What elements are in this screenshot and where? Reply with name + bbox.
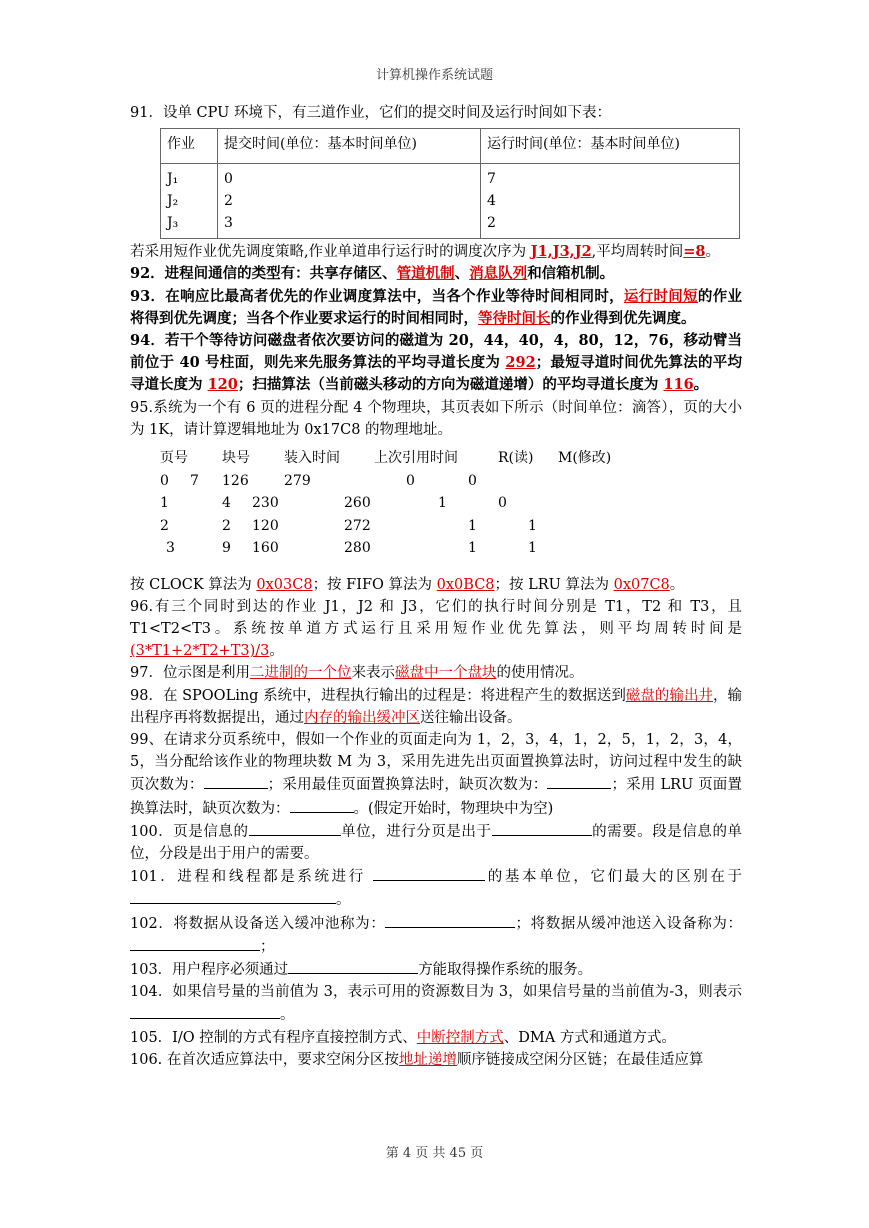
q95-cell: 2 [160,517,169,534]
q92-pre: 92．进程间通信的类型有：共享存储区、 [130,265,397,283]
q99-mid-1: ；采用最佳页面置换算法时，缺页次数为： [267,777,548,794]
answer-blank [249,820,341,836]
q99-mid-2: ；采用 LRU 页面置换算法时，缺页次数为： [130,777,743,817]
answer-blank [492,820,592,836]
q93 [130,286,742,330]
q95-cell: 1 [528,540,537,557]
q95-cell: 4 [222,495,231,512]
q94-mid-1: ；最短寻道时间优先算法的平均寻道长度为 [130,354,742,394]
q101-mid: 的基本单位，它们最大的区别在于 [485,869,742,886]
q94-answer-2: 120 [207,376,238,394]
q91-col-run [481,164,740,239]
q95-cell: 7 [190,472,199,489]
answer-blank [290,797,354,813]
q91-run: 2 [487,215,496,232]
q106-pre: 106. 在首次适应算法中，要求空闲分区按 [130,1051,399,1068]
q94-pre: 94．若干个等待访问磁盘者依次要访问的磁道为 20，44，40，4，80，12，76，移动臂当前位于 40 号柱面，则先来先服务算法的平均寻道长度为 [130,332,742,372]
q91-run: 7 [487,171,496,188]
q95-th: 块号 [222,450,250,467]
q95-cell: 120 [252,517,279,534]
q104-pre: 104．如果信号量的当前值为 3，表示可用的资源数目为 3，如果信号量的当前值为-3，则表示 [130,984,742,1001]
q95-cell: 0 [406,472,415,489]
q95-cell: 2 [222,517,231,534]
q91-th-job: 作业 [161,129,218,164]
q95-cell: 279 [284,472,311,489]
q95-answer-3: 0x07C8 [613,576,670,593]
answer-blank [130,1003,280,1019]
q92-mid: 、 [454,265,470,283]
q104 [130,981,742,1026]
q91-col-submit [218,164,481,239]
answer-blank [373,865,485,881]
q96-answer: (3*T1+2*T2+T3)/3 [130,643,270,660]
q94-answer-1: 292 [505,354,536,372]
q93-end: 的作业得到优先调度。 [550,309,696,327]
q91-job: J₁ [167,171,179,188]
q94-end: 。 [693,376,709,394]
q95-th: 上次引用时间 [374,450,458,467]
q100 [130,820,742,865]
q94 [130,330,742,397]
q92-end: 和信箱机制。 [527,265,615,283]
q91-ans-mid: ,平均周转时间 [591,244,684,261]
q95-th: M(修改) [558,450,612,467]
q95-ans-pre: 按 CLOCK 算法为 [130,576,257,593]
answer-blank [288,958,418,974]
q95-cell: 0 [160,472,169,489]
q95-cell: 1 [528,517,537,534]
q97-mid: 来表示 [351,665,395,682]
q95-answer [130,574,742,596]
q92 [130,263,742,285]
q92-answer-2: 消息队列 [469,265,528,283]
q105-pre: 105．I/O 控制的方式有程序直接控制方式、 [130,1029,417,1046]
q95-cell: 1 [438,495,447,512]
q95-th: R(读) [498,450,534,467]
q95-cell: 126 [222,472,249,489]
q106-end: 顺序链接成空闲分区链；在最佳适应算 [456,1051,704,1068]
q99-pre: 99、在请求分页系统中，假如一个作业的页面走向为 1，2，3，4，1，2，5，1，2，3，4，5，当分配给该作业的物理块数 M 为 3，采用先进先出页面置换算法时，访问过程中发生的缺页次数为： [130,731,742,794]
q99-end: 。(假定开始时，物理块中为空) [353,800,554,817]
table-row [160,537,742,560]
q98-end: 送往输出设备。 [420,709,522,726]
answer-blank [204,773,268,789]
q92-answer-1: 管道机制 [396,265,455,283]
q95-cell: 1 [468,540,477,557]
q91-submit: 3 [224,215,233,232]
q105-end: 、DMA 方式和通道方式。 [503,1029,676,1046]
answer-blank [385,912,515,928]
q91-job: J₂ [167,193,179,210]
q97 [130,662,742,684]
q98-mid: ，输出程序再将数据提出，通过 [130,687,742,726]
q91-submit: 2 [224,193,233,210]
q98 [130,685,742,729]
q95-cell: 3 [166,540,175,557]
q91-answer-time: =8 [683,243,706,261]
q98-pre: 98．在 SPOOLing 系统中，进程执行输出的过程是：将进程产生的数据送到 [130,687,626,704]
q101-pre: 101．进程和线程都是系统进行 [130,869,374,886]
q102 [130,912,742,958]
q97-end: 的使用情况。 [496,665,584,682]
q95-mid-2: ；按 LRU 算法为 [494,576,614,593]
q95-cell: 272 [344,517,371,534]
q95-cell: 0 [498,495,507,512]
q105-answer: 中断控制方式 [416,1029,504,1046]
q95-cell: 0 [468,472,477,489]
q95-cell: 260 [344,495,371,512]
q95-answer-1: 0x03C8 [256,576,313,593]
q100-mid: 单位，进行分页是出于 [340,823,492,840]
q91-submit: 0 [224,171,233,188]
answer-blank [130,935,260,951]
q99 [130,729,742,820]
q93-answer-1: 运行时间短 [623,287,698,305]
q93-answer-2: 等待时间长 [478,309,551,327]
q91-th-run: 运行时间(单位：基本时间单位) [481,129,740,164]
q93-pre: 93．在响应比最高者优先的作业调度算法中，当各个作业等待时间相同时， [130,287,624,305]
q91-job: J₃ [167,215,179,232]
q91-run: 4 [487,193,496,210]
q91-ans-end: 。 [705,244,721,261]
q96-pre: 96.有三个同时到达的作业 J1，J2 和 J3，它们的执行时间分别是 T1，T2 和 T3，且 T1<T2<T3。系统按单道方式运行且采用短作业优先算法，则平均周转时间是 [130,598,742,637]
q96 [130,596,742,663]
q101 [130,865,742,911]
q98-answer-2: 内存的输出缓冲区 [304,709,420,726]
table-row [160,492,742,515]
q91-th-submit: 提交时间(单位：基本时间单位) [218,129,481,164]
q95-cell: 1 [468,517,477,534]
q96-end: 。 [269,643,284,660]
q103-pre: 103．用户程序必须通过 [130,961,289,978]
q100-end: 的需要。段是信息的单位，分段是出于用户的需要。 [130,823,742,862]
q91-ans-pre: 若采用短作业优先调度策略,作业单道串行运行时的调度次序为 [130,244,531,261]
q95-th: 装入时间 [284,450,340,467]
q97-answer-1: 二进制的一个位 [249,665,352,682]
q95-text: 95.系统为一个有 6 页的进程分配 4 个物理块，其页表如下所示（时间单位：滴答），页的大小为 1K，请计算逻辑地址为 0x17C8 的物理地址。 [130,399,742,438]
q91-col-job [161,164,218,239]
q91-answer-order: J1,J3,J2 [530,243,592,261]
q103-end: 方能取得操作系统的服务。 [418,961,593,978]
q95-cell: 9 [222,540,231,557]
q105 [130,1027,742,1049]
page-header: 计算机操作系统试题 [375,68,493,83]
q106 [130,1049,742,1071]
q94-answer-3: 116 [663,376,694,394]
q95-cell: 280 [344,540,371,557]
q95-cell: 160 [252,540,279,557]
q106-answer: 地址递增 [398,1051,457,1068]
q95-end: 。 [669,576,685,593]
q91-text: 91．设单 CPU 环境下，有三道作业，它们的提交时间及运行时间如下表： [130,105,611,121]
q104-end: 。 [280,1007,295,1024]
q102-pre: 102．将数据从设备送入缓冲池称为： [130,915,386,932]
answer-blank [547,773,611,789]
page-content [130,102,742,1071]
q102-end: ； [260,938,275,955]
q98-answer-1: 磁盘的输出井 [625,687,713,704]
q101-end: 。 [336,892,351,909]
q97-answer-2: 磁盘中一个盘块 [394,665,497,682]
q95-th: 页号 [160,450,188,467]
q103 [130,958,742,981]
page-footer: 第 4 页 共 45 页 [385,1146,484,1161]
q94-mid-2: ；扫描算法（当前磁头移动的方向为磁道递增）的平均寻道长度为 [237,376,664,394]
q102-mid: ；将数据从缓冲池送入设备称为： [515,915,742,932]
q93-mid: 的作业将得到优先调度；当各个作业要求运行的时间相同时， [130,287,742,327]
q95-cell: 230 [252,495,279,512]
table-row [160,515,742,538]
table-row [160,470,742,493]
q95-header-row [160,447,742,470]
answer-blank [130,888,336,904]
q100-pre: 100．页是信息的 [130,823,249,840]
q91-table [160,128,740,239]
q95-answer-2: 0x0BC8 [436,576,495,593]
q91-answer [130,241,742,263]
q97-pre: 97．位示图是利用 [130,665,250,682]
q95-cell: 1 [160,495,169,512]
q95-page-table [160,447,742,560]
q95-mid-1: ；按 FIFO 算法为 [312,576,437,593]
